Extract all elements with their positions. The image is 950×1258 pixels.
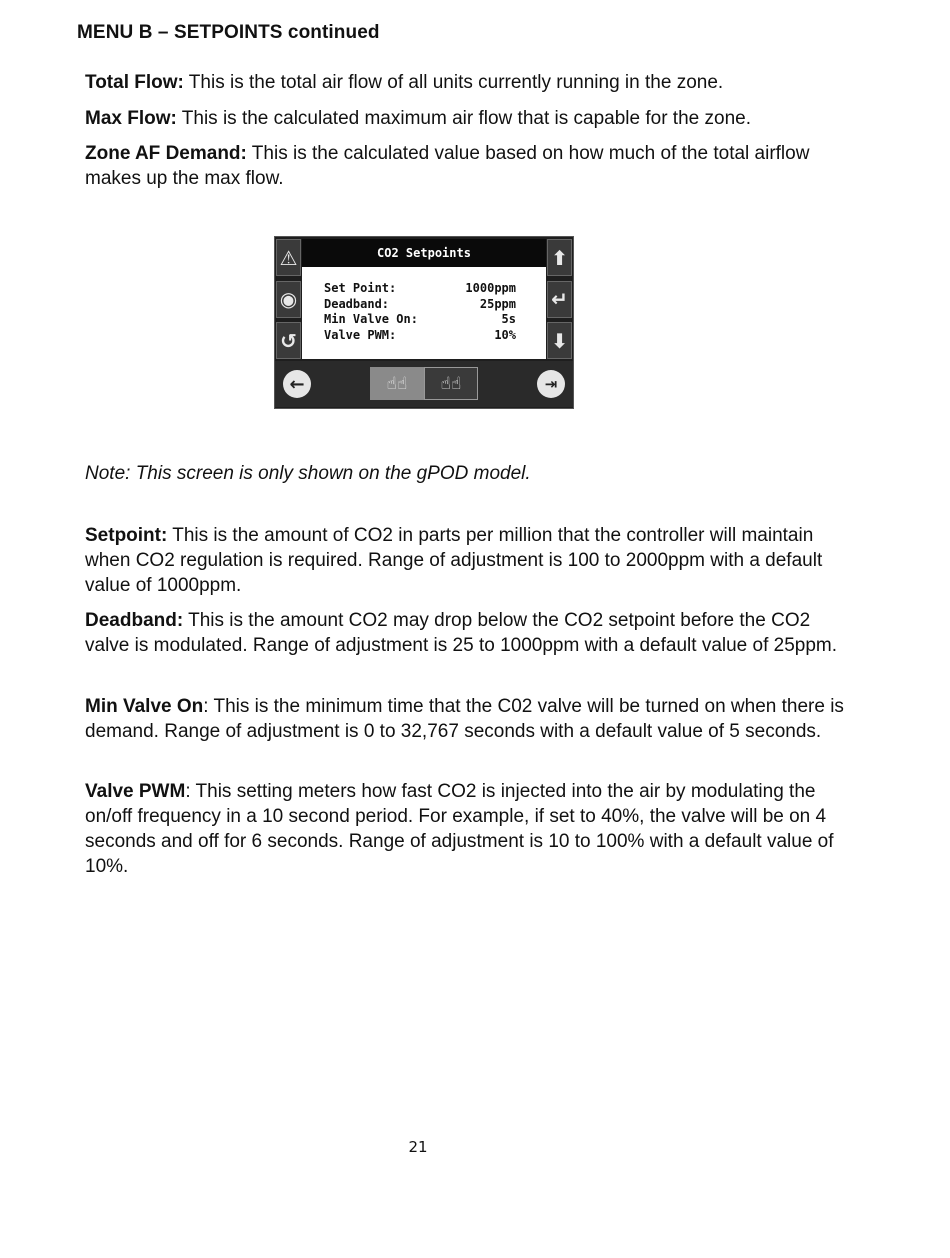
desc-total-flow: This is the total air flow of all units currently running in the zone.: [183, 72, 724, 93]
target-icon: ◉: [276, 281, 301, 318]
desc-setpoint: This is the amount of CO2 in parts per million that the controller will maintain when CO2 regulation is required. Range of adjustment is 100 to 2000ppm with a default value of 1000ppm.: [85, 525, 823, 596]
row-label: Deadband:: [324, 296, 390, 311]
hand-pointer-icon: ☝☝: [424, 367, 478, 400]
paragraph-max-flow: [85, 106, 845, 131]
row-deadband: [324, 297, 546, 313]
section-heading: MENU B – SETPOINTS continued: [77, 22, 380, 43]
term-max-flow: Max Flow:: [85, 108, 177, 129]
row-valve-pwm: [324, 328, 546, 344]
controller-screen-image: [274, 236, 574, 409]
term-deadband: Deadband:: [85, 610, 184, 631]
row-set-point: [324, 281, 546, 297]
term-valve-pwm: Valve PWM: [85, 781, 186, 802]
screen-title: CO2 Setpoints: [302, 239, 546, 267]
paragraph-deadband: [85, 608, 845, 658]
paragraph-zone-af-demand: [85, 141, 845, 191]
row-label: Min Valve On:: [324, 312, 418, 326]
row-value: 25ppm: [479, 296, 516, 311]
hand-icons: [370, 367, 478, 400]
row-value: 1000ppm: [465, 281, 516, 295]
hand-pointer-icon: ☝☝: [370, 367, 424, 400]
term-zone-af-demand: Zone AF Demand:: [85, 143, 247, 164]
desc-max-flow: This is the calculated maximum air flow that is capable for the zone.: [176, 108, 751, 129]
exit-icon: ⇥: [537, 370, 565, 398]
desc-valve-pwm: : This setting meters how fast CO2 is injected into the air by modulating the on/off frequency in a 10 second period. For example, if set to 40%, the valve will be on 4 seconds and off for 6 seconds. Range of adjustment is 10 to 100% with a default value of 10%.: [85, 781, 834, 877]
paragraph-valve-pwm: [85, 779, 845, 879]
row-label: Set Point:: [324, 281, 397, 295]
back-arrow-icon: ←: [283, 370, 311, 398]
arrow-up-icon: ⬆: [547, 239, 572, 276]
bottom-toolbar: [275, 361, 573, 407]
term-setpoint: Setpoint:: [85, 525, 168, 546]
desc-deadband: This is the amount CO2 may drop below the CO2 setpoint before the CO2 valve is modulated. Range of adjustment is 25 to 1000ppm with a default value of 25ppm.: [85, 610, 838, 656]
right-button-column: [547, 239, 572, 359]
page-number: 21: [408, 1138, 428, 1156]
row-value: 5s: [501, 312, 516, 326]
undo-icon: ↺: [276, 322, 301, 359]
arrow-down-icon: ⬇: [547, 322, 572, 359]
term-min-valve-on: Min Valve On: [85, 696, 204, 717]
paragraph-setpoint: [85, 523, 845, 598]
warning-icon: ⚠: [276, 239, 301, 276]
desc-zone-af-demand: This is the calculated value based on how much of the total airflow makes up the max flow.: [85, 143, 810, 189]
left-button-column: [276, 239, 301, 359]
row-label: Valve PWM:: [324, 327, 397, 342]
row-value: 10%: [494, 327, 516, 342]
row-min-valve-on: [324, 312, 546, 328]
setpoint-list: [302, 267, 546, 343]
paragraph-min-valve-on: [85, 694, 845, 744]
paragraph-total-flow: [85, 70, 845, 95]
model-note: Note: This screen is only shown on the gPOD model.: [85, 463, 531, 484]
enter-icon: ↵: [547, 281, 572, 318]
lcd-display: [302, 239, 546, 359]
term-total-flow: Total Flow:: [85, 72, 184, 93]
desc-min-valve-on: : This is the minimum time that the C02 valve will be turned on when there is demand. Range of adjustment is 0 to 32,767 seconds with a default value of 5 seconds.: [85, 696, 844, 742]
